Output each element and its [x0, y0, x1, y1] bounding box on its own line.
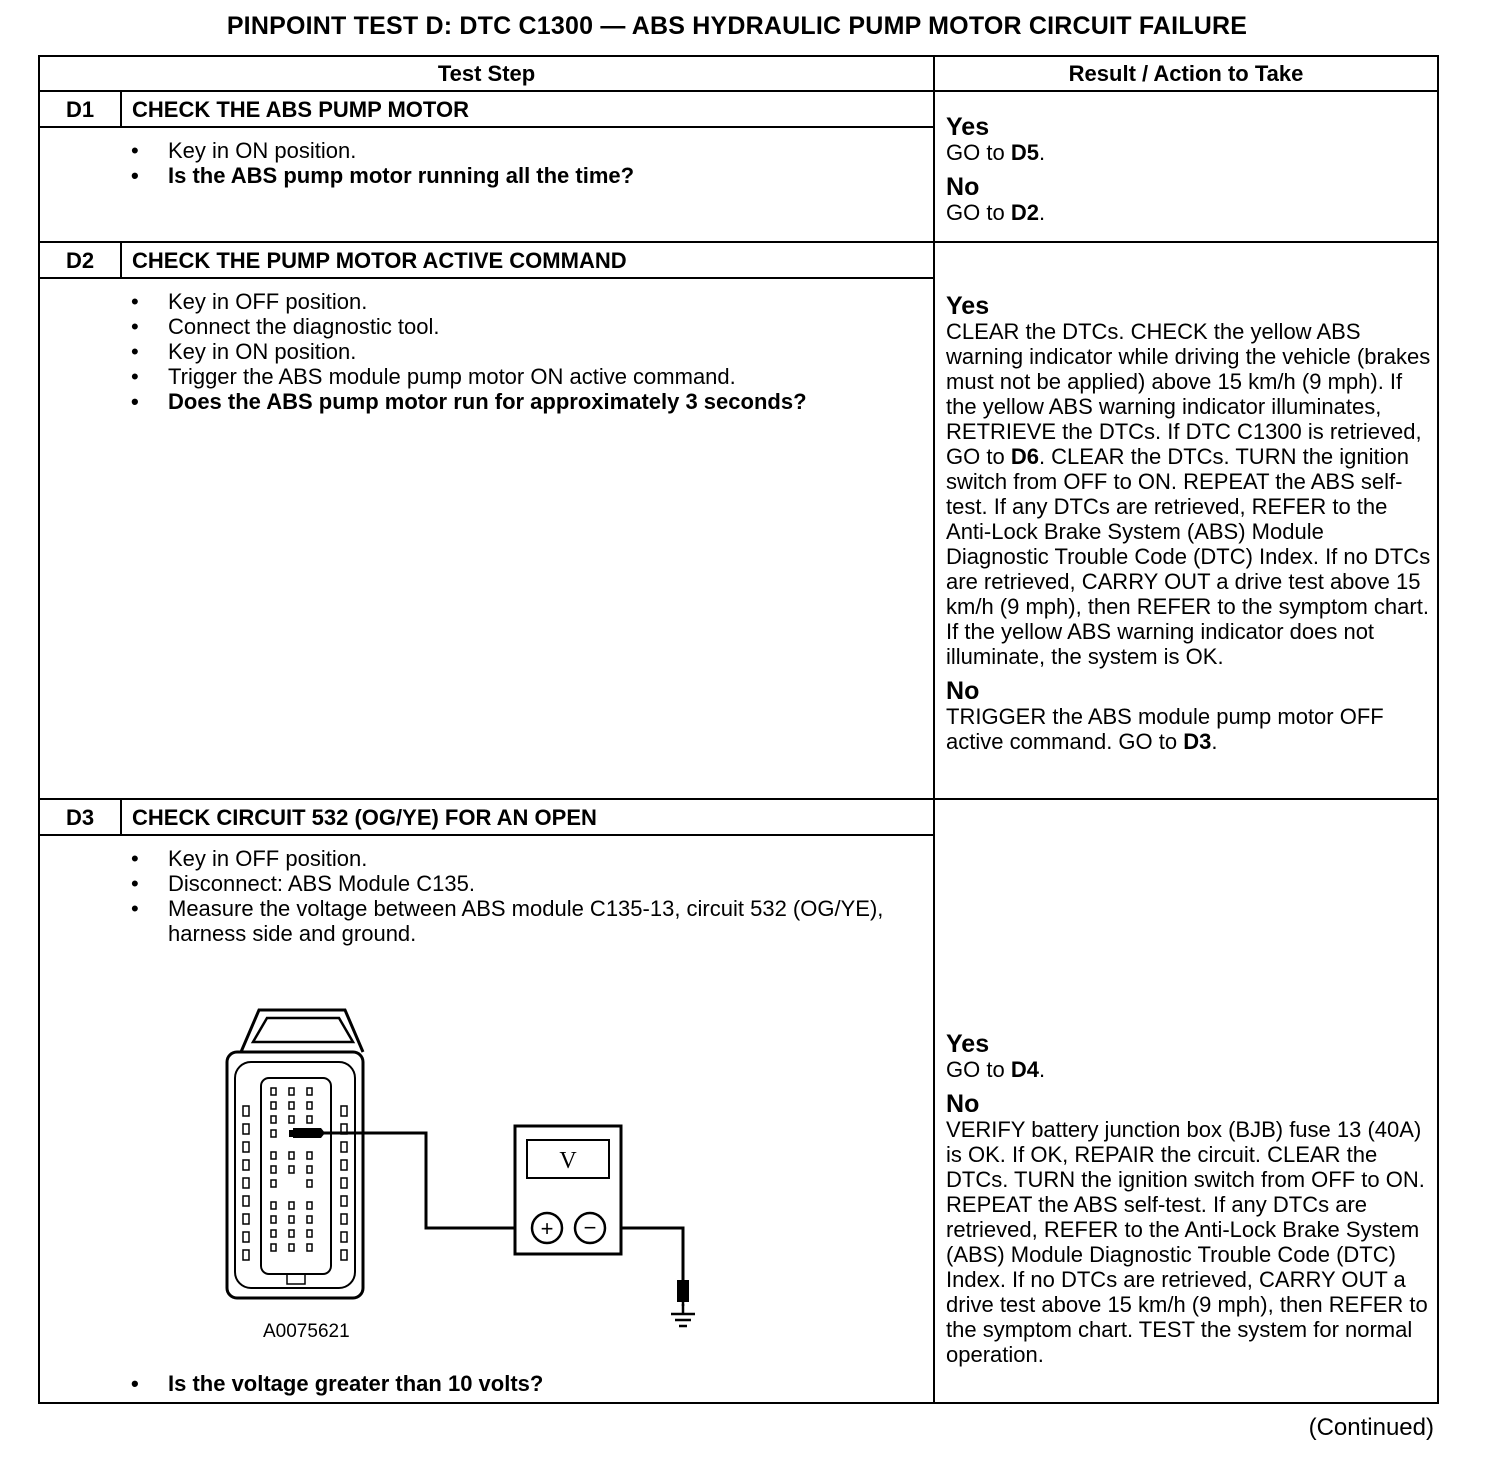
d3-step-list — [131, 846, 923, 946]
step-d1-title-row — [39, 91, 1438, 127]
d3-yes-text: GO to D4. — [946, 1057, 1046, 1082]
connector-c135 — [227, 1010, 363, 1298]
step-d2-title-row — [39, 242, 1438, 278]
header-test-step: Test Step — [39, 56, 934, 91]
step-title-d2: CHECK THE PUMP MOTOR ACTIVE COMMAND — [121, 242, 934, 278]
header-result: Result / Action to Take — [934, 56, 1438, 91]
d3-no-label: No — [946, 1090, 980, 1118]
d1-step-list — [131, 138, 923, 188]
meter-label: V — [559, 1148, 577, 1174]
step-body-d2 — [121, 278, 934, 799]
d2-yes-text: CLEAR the DTCs. CHECK the yellow ABS warning indicator while driving the vehicle (brakes must not be applied) above 15 km/h (9 mph). If the yellow ABS warning indicator illuminates, RETRIEVE the DTCs. If DTC C1300 is retrieved, GO to D6. CLEAR the DTCs. TURN the ignition switch from OFF to ON. REPEAT the ABS self-test. If any DTCs are retrieved, REFER to the Anti-Lock Brake System (ABS) Module Diagnostic Trouble Code (DTC) Index. If no DTCs are retrieved, CARRY OUT a drive test above 15 km/h (9 mph), then REFER to the symptom chart. If the yellow ABS warning indicator does not illuminate, the system is OK. — [946, 318, 1431, 669]
figure-id: A0075621 — [263, 1321, 350, 1342]
d2-no-target: D3 — [1183, 728, 1212, 754]
d3-yes-target: D4 — [1010, 1057, 1039, 1082]
list-item: • Disconnect: ABS Module C135. — [131, 871, 923, 896]
d3-question-list — [131, 1371, 923, 1396]
d1-no-target: D2 — [1010, 199, 1039, 225]
list-item: • Key in ON position. — [131, 138, 923, 163]
meter-minus-label: − — [583, 1215, 597, 1240]
d1-no-text: GO to D2. — [946, 199, 1046, 225]
d2-step-list — [131, 289, 923, 414]
list-item: • Connect the diagnostic tool. — [131, 314, 923, 339]
voltmeter — [515, 1126, 621, 1254]
d1-yes-target: D5 — [1010, 139, 1039, 165]
d1-no-label: No — [946, 172, 980, 201]
list-item: • Key in ON position. — [131, 339, 923, 364]
result-d2 — [934, 242, 1438, 799]
pinpoint-test-table — [38, 55, 1439, 1404]
list-item: • Key in OFF position. — [131, 289, 923, 314]
step-id-d3: D3 — [39, 799, 121, 835]
d3-yes-label: Yes — [946, 1030, 990, 1058]
d3-no-text: VERIFY battery junction box (BJB) fuse 13 (40A) is OK. If OK, REPAIR the circuit. CLEAR the DTCs. TURN the ignition switch from OFF to ON. REPEAT the ABS self-test. If any DTCs are retrieved, REFER to the Anti-Lock Brake System (ABS) Module Diagnostic Trouble Code (DTC) Index. If no DTCs are retrieved, CARRY OUT a drive test above 15 km/h (9 mph), then REFER to the symptom chart. TEST the system for normal operation. — [946, 1117, 1428, 1367]
list-item: • Trigger the ABS module pump motor ON active command. — [131, 364, 923, 389]
step-title-d1: CHECK THE ABS PUMP MOTOR — [121, 91, 934, 127]
continued-label: (Continued) — [1308, 1414, 1434, 1441]
meter-plus-label: + — [540, 1216, 554, 1241]
connector-voltmeter-diagram — [131, 946, 923, 1371]
list-item: • Measure the voltage between ABS module C135-13, circuit 532 (OG/YE), harness side and ground. — [131, 896, 923, 946]
result-d1 — [934, 91, 1438, 242]
diagram-svg — [221, 1006, 741, 1306]
step-d3-title-row — [39, 799, 1438, 835]
d2-no-label: No — [946, 676, 980, 705]
step-id-d1: D1 — [39, 91, 121, 127]
probe-tip-icon — [293, 1128, 325, 1138]
ground-icon — [677, 1280, 689, 1302]
ground-bars-icon — [653, 1304, 713, 1344]
d2-yes-label: Yes — [946, 291, 990, 320]
d2-yes-target: D6 — [1010, 443, 1039, 469]
d1-yes-text: GO to D5. — [946, 139, 1046, 165]
d1-yes-label: Yes — [946, 112, 990, 141]
result-d3 — [934, 799, 1438, 1403]
step-body-d3 — [121, 835, 934, 1403]
list-item: • Key in OFF position. — [131, 846, 923, 871]
step-title-d3: CHECK CIRCUIT 532 (OG/YE) FOR AN OPEN — [121, 799, 934, 835]
d2-question: • Does the ABS pump motor run for approximately 3 seconds? — [131, 389, 923, 414]
page-title: PINPOINT TEST D: DTC C1300 — ABS HYDRAULIC PUMP MOTOR CIRCUIT FAILURE — [226, 12, 1248, 40]
d3-question: • Is the voltage greater than 10 volts? — [131, 1371, 923, 1396]
step-body-d1 — [121, 127, 934, 242]
d1-question: • Is the ABS pump motor running all the time? — [131, 163, 923, 188]
step-id-d2: D2 — [39, 242, 121, 278]
d2-no-text: TRIGGER the ABS module pump motor OFF active command. GO to D3. — [946, 703, 1384, 754]
table-header-row — [39, 56, 1438, 91]
